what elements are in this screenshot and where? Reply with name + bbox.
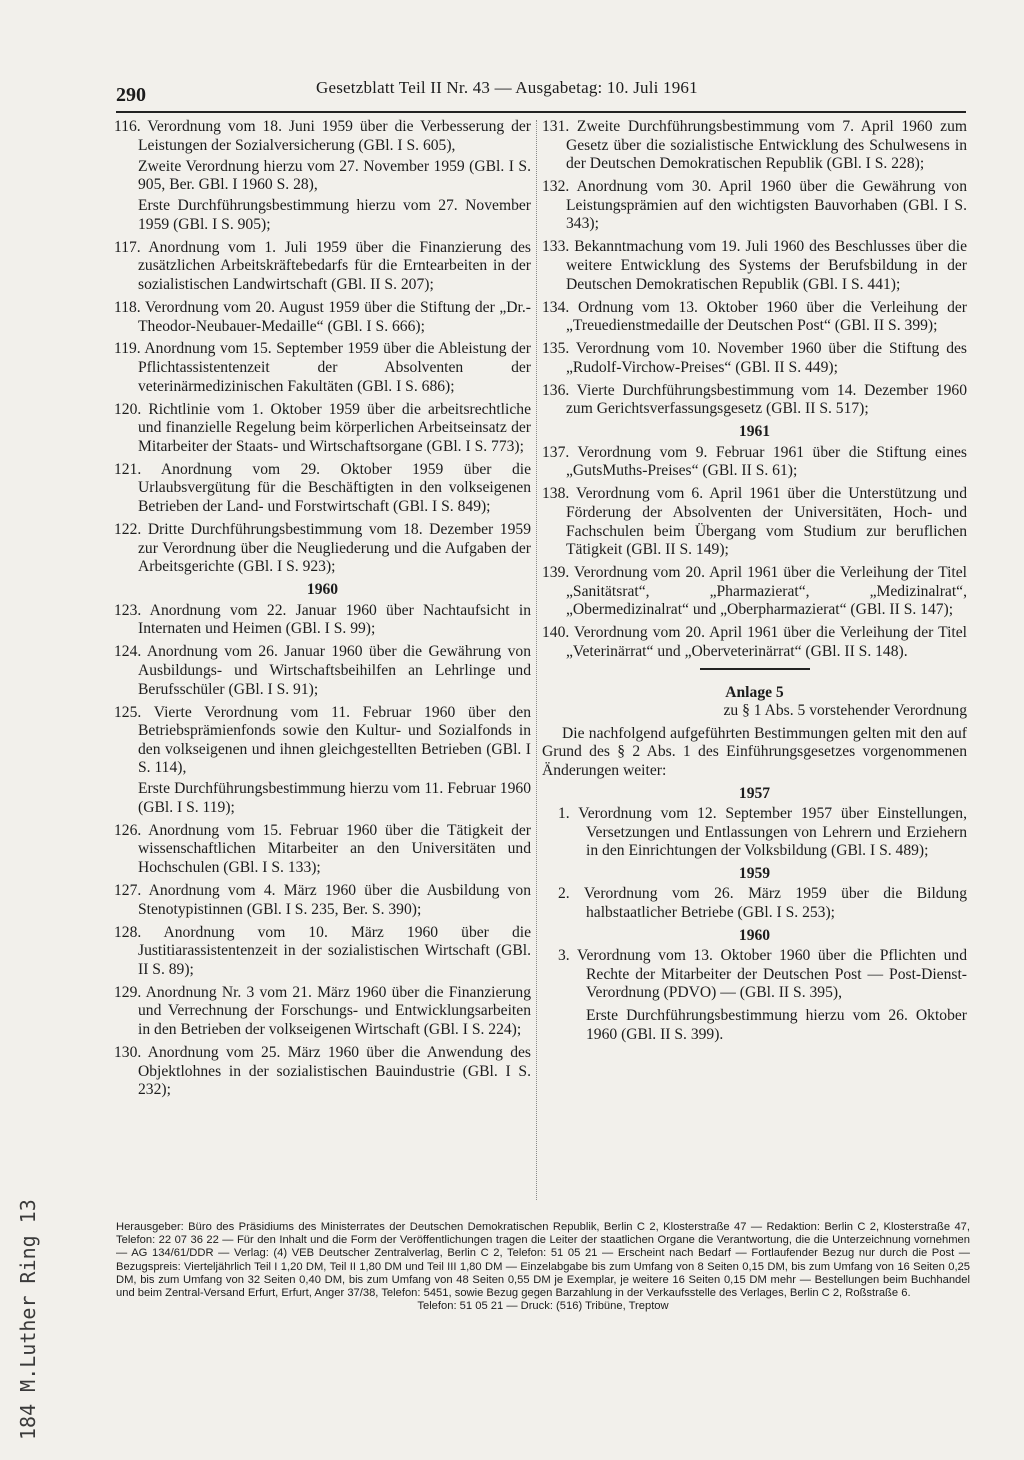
list-entry: 130. Anordnung vom 25. März 1960 über die Anwendung des Objektlohnes in der sozialistischen Bauindustrie (GBl. I S. 232); [114,1043,531,1099]
page-number: 290 [116,84,146,106]
list-entry: 125. Vierte Verordnung vom 11. Februar 1960 über den Betriebsprämienfonds sowie den Kultur- und Sozialfonds in den volkseigenen und ihnen gleichgestellten Betrieben (GBl. I S. 114), [114,703,531,777]
anlage-intro: Die nachfolgend aufgeführten Bestimmungen gelten mit den auf Grund des § 2 Abs. 1 des Einführungsgesetzes vorgenommenen Änderungen weiter: [542,724,967,779]
list-entry: 135. Verordnung vom 10. November 1960 über die Stiftung des „Rudolf-Virchow-Preises“ (GBl. II S. 449); [542,340,967,376]
list-subentry: Erste Durchführungsbestimmung hierzu vom 11. Februar 1960 (GBl. I S. 119); [138,780,531,816]
imprint [116,1221,970,1313]
list-entry: 132. Anordnung vom 30. April 1960 über die Gewährung von Leistungsprämien auf den wichtigsten Bauvorhaben (GBl. I S. 343); [542,178,967,233]
list-entry: 131. Zweite Durchführungsbestimmung vom 7. April 1960 zum Gesetz über die sozialistische Entwicklung des Schulwesens in der Deutschen Demokratischen Republik (GBl. I S. 228); [542,118,967,173]
list-entry: 1. Verordnung vom 12. September 1957 über Einstellungen, Versetzungen und Entlassungen von Lehrern und Erziehern in den Einrichtungen der Volksbildung (GBl. I S. 489); [558,805,967,860]
list-entry: 129. Anordnung Nr. 3 vom 21. März 1960 über die Finanzierung und Verrechnung der Forschungs- und Entwicklungsarbeiten in den Betrieben der volkseigenen Wirtschaft (GBl. I S. 224); [114,983,531,1038]
list-entry: 137. Verordnung vom 9. Februar 1961 über die Stiftung eines „GutsMuths-Preises“ (GBl. II S. 61); [542,443,967,480]
header-rule [116,111,966,113]
anlage-list [542,785,967,1045]
list-entry: 133. Bekanntmachung vom 19. Juli 1960 des Beschlusses über die weitere Entwicklung des Systems der Berufsbildung in der Deutschen Demokratischen Republik (GBl. I S. 441); [542,238,967,293]
list-subentry: Zweite Verordnung hierzu vom 27. November 1959 (GBl. I S. 905, Ber. GBl. I 1960 S. 28), [138,157,531,194]
year-heading: 1960 [738,926,771,944]
left-column [114,118,531,1104]
list-entry: 138. Verordnung vom 6. April 1961 über die Unterstützung und Förderung der Absolventen der Universitäten, Hoch- und Fachschulen beim Übergang vom Studium zur beruflichen Tätigkeit (GBl. II S. 149); [542,485,967,559]
list-entry: 122. Dritte Durchführungsbestimmung vom 18. Dezember 1959 zur Verordnung über die Neugliederung und die Aufgaben der Arbeitsgerichte (GBl. I S. 923); [114,521,531,576]
column-divider [536,120,537,1200]
list-entry: 119. Anordnung vom 15. September 1959 über die Ableistung der Pflichtassistentenzeit der Absolventen der veterinärmedizinischen Fakultäten (GBl. I S. 686); [114,340,531,395]
list-subentry: Erste Durchführungsbestimmung hierzu vom 26. Oktober 1960 (GBl. II S. 399). [586,1007,967,1043]
list-entry: 121. Anordnung vom 29. Oktober 1959 über die Urlaubsvergütung für die Beschäftigten in den volkseigenen Betrieben der Land- und Forstwirtschaft (GBl. I S. 849); [114,460,531,516]
right-column-list [542,118,967,662]
list-entry: 117. Anordnung vom 1. Juli 1959 über die Finanzierung des zusätzlichen Arbeitskräftebedarfs für die Erntearbeiten in der sozialistischen Landwirtschaft (GBl. II S. 207); [114,238,531,293]
list-entry: 128. Anordnung vom 10. März 1960 über die Justitiarassistentenzeit in der sozialistischen Wirtschaft (GBl. II S. 89); [114,923,531,978]
imprint-last-line: Telefon: 51 05 21 — Druck: (516) Tribüne, Treptow [417,1300,669,1313]
margin-stamp: 184 M.Luther Ring 13 [16,1199,40,1440]
list-entry: 116. Verordnung vom 18. Juni 1959 über die Verbesserung der Leistungen der Sozialversicherung (GBl. I S. 605), [114,118,531,154]
anlage-title: Anlage 5 [725,683,784,701]
right-column [542,118,967,1048]
year-heading: 1959 [738,864,771,882]
running-header: Gesetzblatt Teil II Nr. 43 — Ausgabetag: 10. Juli 1961 [316,78,698,97]
list-entry: 140. Verordnung vom 20. April 1961 über die Verleihung der Titel „Veterinärrat“ und „Oberveterinärrat“ (GBl. II S. 148). [542,624,967,660]
list-subentry: Erste Durchführungsbestimmung hierzu vom 27. November 1959 (GBl. I S. 905); [138,197,531,233]
section-rule [700,668,810,670]
list-entry: 118. Verordnung vom 20. August 1959 über die Stiftung der „Dr.-Theodor-Neubauer-Medaille“ (GBl. I S. 666); [114,298,531,335]
list-entry: 2. Verordnung vom 26. März 1959 über die Bildung halbstaatlicher Betriebe (GBl. I S. 253); [558,885,967,922]
list-entry: 126. Anordnung vom 15. Februar 1960 über die Tätigkeit der wissenschaftlichen Mitarbeiter an den Universitäten und Hochschulen (GBl. I S. 133); [114,821,531,877]
list-entry: 124. Anordnung vom 26. Januar 1960 über die Gewährung von Ausbildungs- und Wirtschaftsbeihilfen an Lehrlinge und Berufsschüler (GBl. I S. 91); [114,643,531,698]
year-heading: 1957 [738,784,771,802]
list-entry: 139. Verordnung vom 20. April 1961 über die Verleihung der Titel „Sanitätsrat“, „Pharmazierat“, „Medizinalrat“, „Obermedizinalrat“ und „Oberpharmazierat“ (GBl. II S. 147); [542,564,967,619]
year-heading: 1960 [306,581,339,599]
anlage-subtitle: zu § 1 Abs. 5 vorstehender Verordnung [723,702,967,720]
imprint-body: Herausgeber: Büro des Präsidiums des Ministerrates der Deutschen Demokratischen Republik, Berlin C 2, Klosterstraße 47 — Redaktion: Berlin C 2, Klosterstraße 47, Telefon: 22 07 36 22 — Für den Inhalt und die Form der Veröffentlichungen tragen die Leiter der staatlichen Organe die Verantwortung, die die Unterzeichnung vornehmen — AG 134/61/DDR — Verlag: (4) VEB Deutscher Zentralverlag, Berlin C 2, Telefon: 51 05 21 — Erscheint nach Bedarf — Fortlaufender Bezug nur durch die Post — Bezugspreis: Vierteljährlich Teil I 1,20 DM, Teil II 1,80 DM und Teil III 1,80 DM — Einzelabgabe bis zum Umfang von 8 Seiten 0,15 DM, bis zum Umfang von 16 Seiten 0,25 DM, bis zum Umfang von 32 Seiten 0,40 DM, bis zum Umfang von 48 Seiten 0,55 DM je Exemplar, je weitere 16 Seiten 0,15 DM mehr — Bestellungen beim Buchhandel und beim Zentral-Versand Erfurt, Erfurt, Anger 37/38, Telefon: 5451, sowie Bezug gegen Barzahlung in der Verkaufsstelle des Verlages, Berlin C 2, Roßstraße 6. [116,1221,970,1300]
list-entry: 136. Vierte Durchführungsbestimmung vom 14. Dezember 1960 zum Gerichtsverfassungsgesetz (GBl. II S. 517); [542,381,967,418]
list-entry: 120. Richtlinie vom 1. Oktober 1959 über die arbeitsrechtliche und finanzielle Regelung beim körperlichen Arbeitseinsatz der Mitarbeiter der Staats- und Wirtschaftsorgane (GBl. I S. 773); [114,400,531,455]
list-entry: 123. Anordnung vom 22. Januar 1960 über Nachtaufsicht in Internaten und Heimen (GBl. I S. 99); [114,601,531,638]
year-heading: 1961 [738,423,771,441]
list-entry: 134. Ordnung vom 13. Oktober 1960 über die Verleihung der „Treuedienstmedaille der Deutschen Post“ (GBl. II S. 399); [542,298,967,335]
list-entry: 127. Anordnung vom 4. März 1960 über die Ausbildung von Stenotypistinnen (GBl. I S. 235, Ber. S. 390); [114,882,531,918]
list-entry: 3. Verordnung vom 13. Oktober 1960 über die Pflichten und Rechte der Mitarbeiter der Deutschen Post — Post-Dienst-Verordnung (PDVO) — (GBl. II S. 395), [558,947,967,1002]
